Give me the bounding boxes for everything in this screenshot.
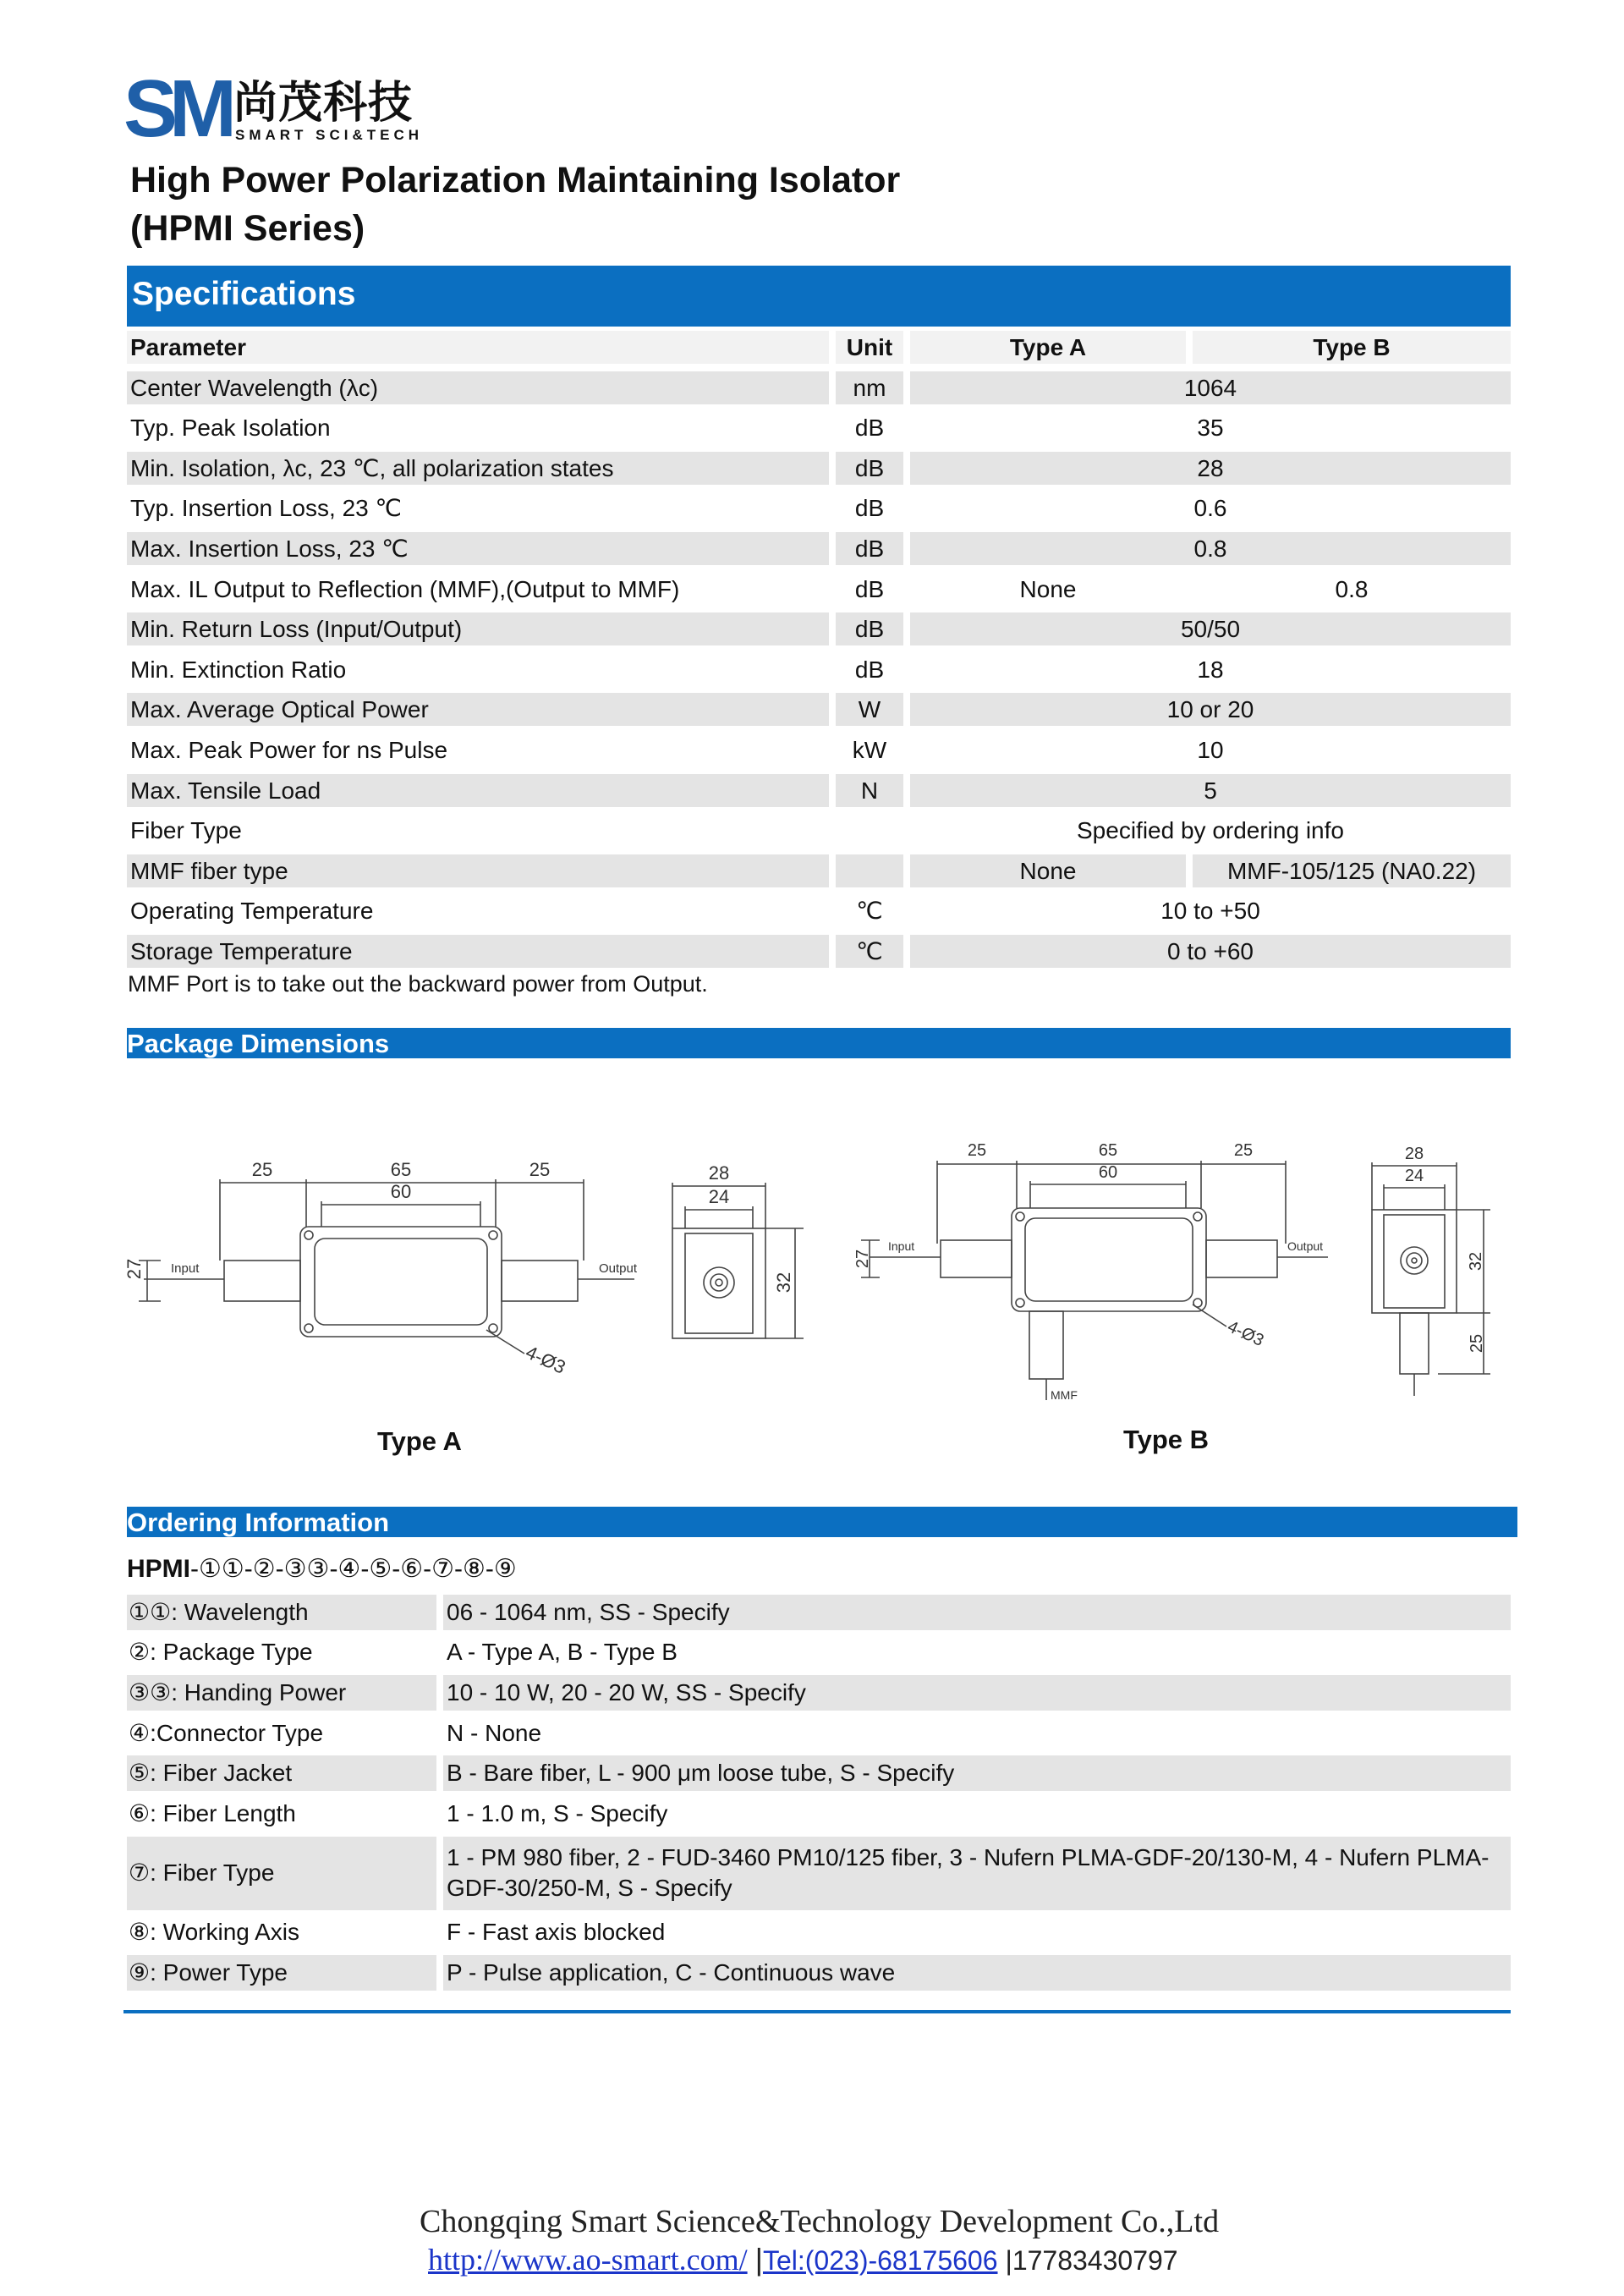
title-line-2: (HPMI Series) [130,208,365,249]
ordering-row [127,1592,1511,1633]
spec-value: 50/50 [910,612,1511,645]
ordering-row [127,1913,1511,1953]
spec-value: 18 [1197,656,1224,683]
spec-value: 28 [910,452,1511,485]
ordering-code [127,1554,517,1584]
spec-unit: dB [854,415,885,442]
spec-parameter: Max. Average Optical Power [127,693,829,726]
spec-value: Specified by ordering info [1077,817,1344,844]
ordering-options: P - Pulse application, C - Continuous wave [443,1955,1511,1991]
specifications-heading: Specifications [132,276,356,312]
spec-parameter: Fiber Type [130,817,242,844]
ordering-row [127,1753,1511,1793]
ordering-options: 1 - 1.0 m, S - Specify [447,1799,668,1826]
spec-unit [836,814,903,847]
ordering-row [127,1673,1511,1713]
spec-unit: N [836,774,903,807]
specifications-heading-bar [127,266,1511,327]
logo-mark: SM [123,63,228,154]
spec-parameter: Min. Return Loss (Input/Output) [127,612,829,645]
spec-unit: dB [854,575,885,602]
spec-row [127,449,1511,490]
type-a-side-outer: 28 [708,1162,730,1184]
type-b-dim-height: 27 [853,1249,872,1269]
spec-row [127,932,1511,973]
footer-mobile: |17783430797 [1005,2245,1178,2276]
ordering-heading-bar [127,1507,1517,1537]
spec-value: 10 to +50 [1160,898,1260,925]
type-a-input-label: Input [171,1261,200,1276]
spec-value: 5 [910,774,1511,807]
ordering-row [127,1793,1511,1834]
spec-unit: dB [854,656,885,683]
type-a-output-label: Output [599,1261,638,1276]
type-b-side-height: 32 [1467,1251,1485,1272]
ordering-field: ③③: Handing Power [127,1675,436,1711]
spec-row [127,369,1511,409]
footer-phone-link[interactable]: Tel:(023)-68175606 [762,2245,998,2276]
spec-row [127,772,1511,812]
type-a-dim-left: 25 [251,1159,273,1180]
type-b-side-outer: 28 [1404,1145,1424,1163]
specifications-note: MMF Port is to take out the backward power from Output. [128,971,708,997]
spec-unit: W [836,693,903,726]
spec-value: 0 to +60 [910,935,1511,968]
ordering-options: N - None [447,1719,542,1746]
ordering-field: ④:Connector Type [129,1719,324,1746]
spec-value-type-a: None [1019,575,1077,602]
page-title [130,157,900,253]
spec-unit [836,854,903,887]
spec-value: 10 [1197,736,1224,763]
logo-english-name: SMART SCI&TECH [235,127,424,143]
spec-value: 35 [1197,415,1224,442]
spec-value: 0.6 [1193,495,1227,522]
spec-unit: ℃ [856,898,883,925]
type-a-drawing [123,1134,820,1413]
spec-parameter: Typ. Peak Isolation [130,415,331,442]
spec-parameter: Min. Isolation, λc, 23 ℃, all polarization states [127,452,829,485]
type-b-mmf-label: MMF [1051,1388,1078,1402]
spec-row [127,610,1511,651]
type-b-dim-right: 25 [1233,1141,1254,1160]
ordering-field: ⑨: Power Type [127,1955,436,1991]
type-a-side-height: 32 [773,1272,794,1294]
type-a-dim-body-inner: 60 [390,1181,412,1202]
type-a-dim-height: 27 [123,1258,145,1280]
spec-row [127,811,1511,852]
spec-row [127,570,1511,611]
spec-parameter: Max. Tensile Load [127,774,829,807]
ordering-field: ⑥: Fiber Length [129,1799,296,1826]
spec-row [127,651,1511,691]
ordering-field: ⑤: Fiber Jacket [127,1755,436,1791]
type-a-caption: Type A [377,1426,462,1456]
ordering-options: 06 - 1064 nm, SS - Specify [443,1595,1511,1630]
type-b-holes: 4-Ø3 [1224,1317,1267,1350]
spec-parameter: Center Wavelength (λc) [127,371,829,404]
spec-unit: dB [836,612,903,645]
spec-row [127,409,1511,449]
spec-parameter: Typ. Insertion Loss, 23 ℃ [130,495,402,522]
package-dimensions-heading-bar [127,1028,1511,1058]
spec-header-parameter: Parameter [127,331,829,364]
spec-value-type-b: 0.8 [1335,575,1369,602]
type-b-dim-left: 25 [967,1141,987,1160]
type-b-side-inner: 24 [1404,1167,1424,1185]
company-logo [123,63,462,154]
title-line-1: High Power Polarization Maintaining Isolator [130,160,901,200]
spec-row [127,852,1511,893]
spec-row [127,690,1511,731]
logo-chinese-name: 尚茂科技 [233,78,414,129]
footer-company: Chongqing Smart Science&Technology Development Co.,Ltd [420,2204,1220,2239]
ordering-options: F - Fast axis blocked [447,1919,666,1946]
spec-value: 0.8 [910,532,1511,565]
ordering-options: A - Type A, B - Type B [447,1639,678,1666]
spec-unit: kW [852,736,887,763]
ordering-row [127,1713,1511,1754]
spec-unit: dB [854,495,885,522]
type-b-drawing [854,1117,1514,1404]
type-b-input-label: Input [888,1239,915,1253]
type-b-dim-body-outer: 65 [1098,1141,1118,1160]
spec-value: 1064 [910,371,1511,404]
ordering-options: 10 - 10 W, 20 - 20 W, SS - Specify [443,1675,1511,1711]
footer-contact-line [428,2242,1178,2277]
ordering-code-prefix: HPMI [127,1555,190,1583]
spec-parameter: MMF fiber type [127,854,829,887]
spec-parameter: Max. Insertion Loss, 23 ℃ [127,532,829,565]
spec-parameter: Max. IL Output to Reflection (MMF),(Output to MMF) [130,575,680,602]
ordering-options: 1 - PM 980 fiber, 2 - FUD-3460 PM10/125 fiber, 3 - Nufern PLMA-GDF-20/130-M, 4 - Nufern PLMA-GDF-30/250-M, S - Specify [443,1837,1511,1910]
spec-value: 10 or 20 [910,693,1511,726]
package-dimensions-heading: Package Dimensions [127,1029,390,1058]
type-a-holes: 4-Ø3 [522,1341,569,1378]
ordering-field: ②: Package Type [129,1639,313,1666]
ordering-code-suffix: -①①-②-③③-④-⑤-⑥-⑦-⑧-⑨ [190,1555,517,1583]
type-a-dim-body-outer: 65 [390,1159,412,1180]
spec-unit: ℃ [836,935,903,968]
spec-parameter: Min. Extinction Ratio [130,656,347,683]
spec-header-row [127,328,1511,369]
ordering-field: ⑧: Working Axis [129,1919,299,1946]
spec-unit: nm [836,371,903,404]
spec-parameter: Storage Temperature [127,935,829,968]
spec-value-type-b: MMF-105/125 (NA0.22) [1193,854,1511,887]
spec-header-type-b: Type B [1193,331,1511,364]
footer-separator: | [754,2242,763,2277]
footer-website-link[interactable]: http://www.ao-smart.com/ [428,2243,748,2277]
spec-unit: dB [836,532,903,565]
spec-value-type-a: None [910,854,1186,887]
spec-header-type-a: Type A [910,331,1186,364]
spec-parameter: Max. Peak Power for ns Pulse [130,736,448,763]
ordering-field: ⑦: Fiber Type [127,1837,436,1910]
type-a-dim-right: 25 [529,1159,551,1180]
type-a-side-inner: 24 [708,1186,730,1207]
ordering-options: B - Bare fiber, L - 900 μm loose tube, S - Specify [443,1755,1511,1791]
ordering-table [127,1592,1511,1993]
type-b-caption: Type B [1123,1425,1210,1454]
spec-row [127,489,1511,530]
spec-row [127,892,1511,932]
type-b-side-tail: 25 [1468,1333,1486,1354]
type-b-output-label: Output [1287,1239,1324,1253]
ordering-bottom-rule [123,2010,1511,2013]
specifications-table [127,328,1511,973]
ordering-row [127,1834,1511,1913]
spec-parameter: Operating Temperature [130,898,374,925]
spec-unit: dB [836,452,903,485]
spec-row [127,731,1511,772]
ordering-row [127,1953,1511,1993]
spec-row [127,530,1511,570]
spec-header-unit: Unit [836,331,903,364]
ordering-field: ①①: Wavelength [127,1595,436,1630]
type-b-dim-body-inner: 60 [1098,1163,1118,1182]
ordering-heading: Ordering Information [127,1508,389,1537]
ordering-row [127,1633,1511,1673]
